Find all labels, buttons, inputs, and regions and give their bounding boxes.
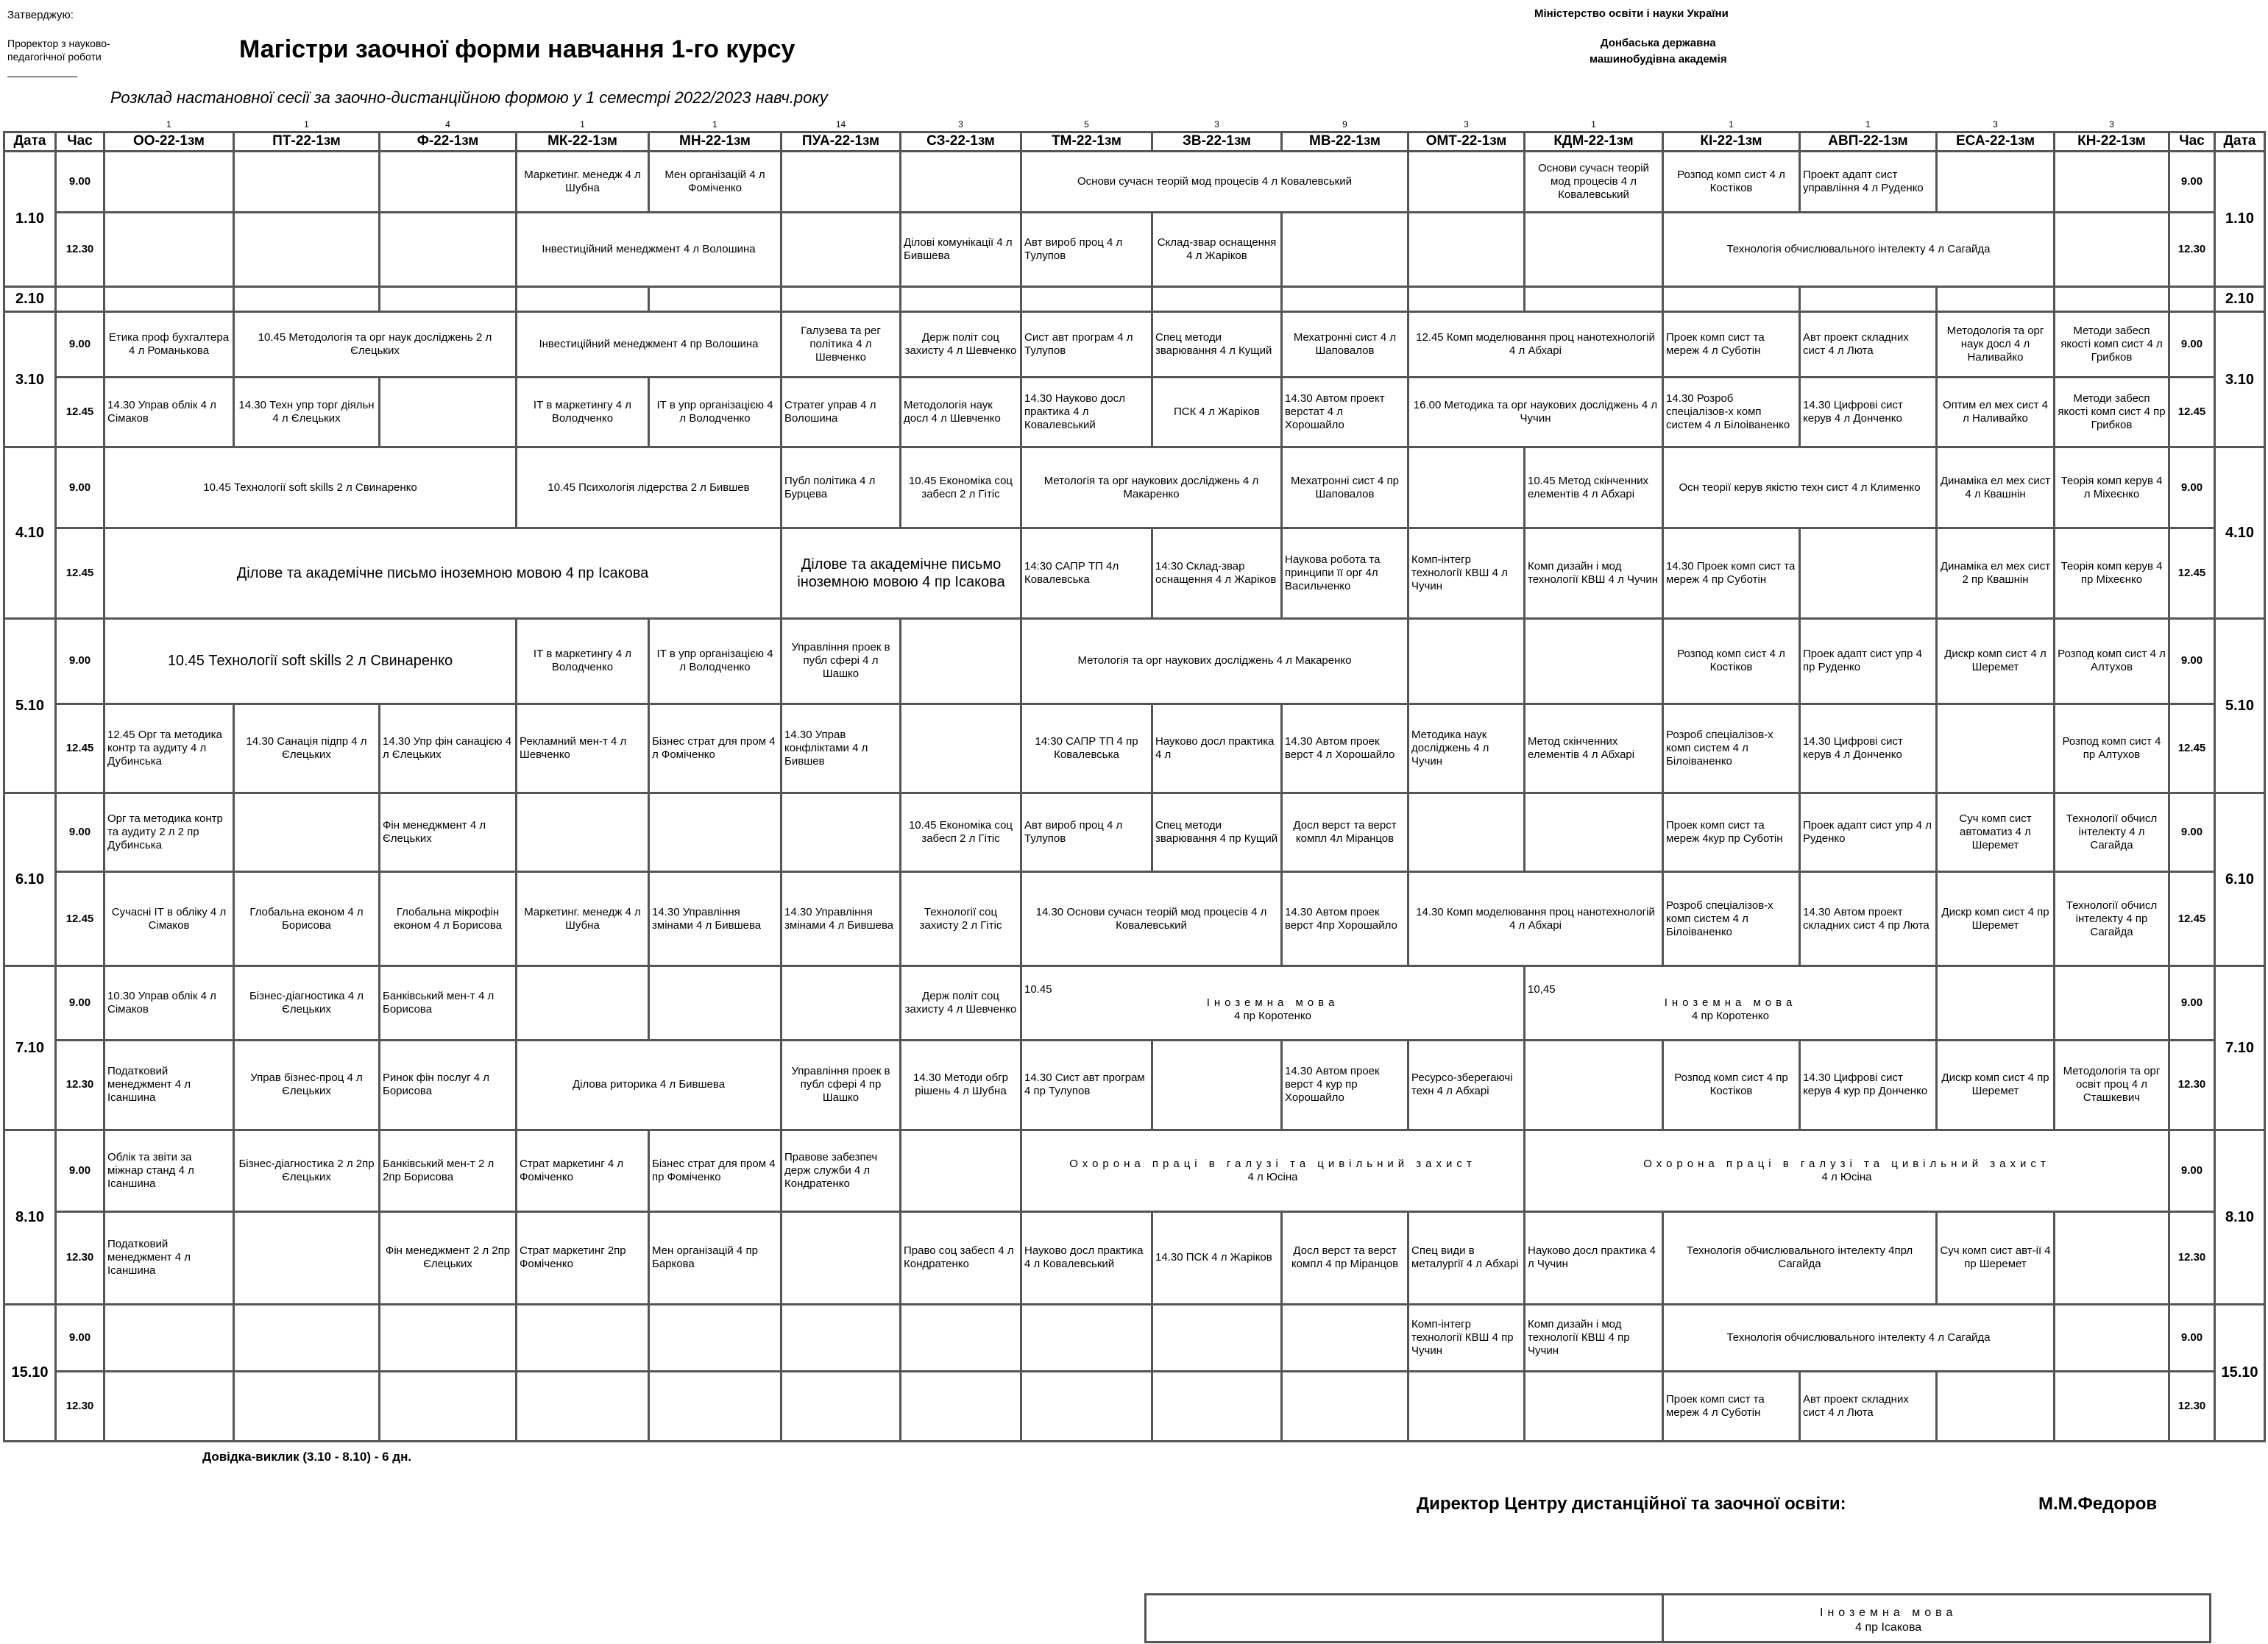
time-cell: 12.30 (2169, 1212, 2215, 1305)
time-cell: 12.30 (56, 1371, 104, 1441)
lesson-time: 10.45 (1024, 983, 1052, 996)
lesson-cell: ІТ в упр організацією 4 л Володченко (649, 619, 782, 704)
table-row (4, 212, 2265, 286)
table-row (4, 312, 2265, 378)
lesson-cell: Основи сучасн теорій мод процесів 4 л Ковалевський (1525, 151, 1663, 212)
lesson-cell: 14:30 САПР ТП 4л Ковалевська (1021, 528, 1152, 619)
date-cell: 4.10 (2215, 447, 2265, 619)
col-header: ОО-22-1зм (104, 132, 234, 151)
bottom-lesson-info: 4 пр Ісакова (1855, 1621, 1922, 1634)
time-cell: 9.00 (56, 966, 104, 1040)
lesson-cell: 14.30 ПСК 4 л Жаріков (1152, 1212, 1282, 1305)
page-subtitle: Розклад настановної сесії за заочно-дистанційною формою у 1 семестрі 2022/2023 навч.року (110, 88, 828, 107)
lesson-cell: Рекламний мен-т 4 л Шевченко (517, 704, 649, 793)
lesson-subject: Охорона праці в галузі та цивільний захист (1069, 1157, 1476, 1170)
lesson-info: 4 л Юсіна (1247, 1170, 1298, 1183)
prorector-label: Проректор з науково-педагогічної роботи (7, 38, 110, 63)
table-row (4, 151, 2265, 212)
lesson-cell: Ринок фін послуг 4 л Борисова (380, 1041, 517, 1130)
lesson-cell: 14.30 Проек комп сист та мереж 4 пр Суботін (1663, 528, 1800, 619)
col-header: Час (56, 132, 104, 151)
table-row (4, 1041, 2265, 1130)
date-cell: 2.10 (2215, 286, 2265, 311)
lesson-cell: Інвестиційний менеджмент 4 л Волошина (517, 212, 782, 286)
lesson-subject: Іноземна мова (1206, 996, 1339, 1010)
date-cell: 5.10 (2215, 619, 2265, 793)
time-cell: 12.45 (56, 528, 104, 619)
lesson-cell: 14.30 Управління змінами 4 л Бившева (649, 872, 782, 966)
lesson-cell: Наукова робота та принципи її орг 4л Васильченко (1282, 528, 1408, 619)
lesson-cell (1021, 1130, 1525, 1211)
lesson-cell: ПСК 4 л Жаріков (1152, 378, 1282, 447)
lesson-cell: Ділове та академічне письмо іноземною мовою 4 пр Ісакова (782, 528, 1021, 619)
time-cell: 9.00 (2169, 151, 2215, 212)
lesson-cell (1021, 966, 1525, 1040)
lesson-cell: Бізнес-діагностика 2 л 2пр Єлецьких (234, 1130, 380, 1211)
lesson-cell: Науково досл практика 4 л Чучин (1525, 1212, 1663, 1305)
lesson-cell: Дискр комп сист 4 л Шеремет (1937, 619, 2055, 704)
lesson-cell: Ресурсо-зберегаючі техн 4 л Абхарі (1408, 1041, 1525, 1130)
lesson-cell: Етика проф бухгалтера 4 л Романькова (104, 312, 234, 378)
lesson-cell: 14.30 Цифрові сист керув 4 кур пр Донченко (1800, 1041, 1937, 1130)
time-cell: 9.00 (56, 1130, 104, 1211)
table-row (4, 966, 2265, 1040)
lesson-cell: Розроб спеціалізов-х комп систем 4 л Білоіваненко (1663, 872, 1800, 966)
time-cell: 9.00 (2169, 447, 2215, 528)
lesson-cell: Сучасні ІТ в обліку 4 л Сімаков (104, 872, 234, 966)
lesson-cell: 10.45 Економіка соц забесп 2 л Гітіс (901, 447, 1021, 528)
ministry-label: Міністерство освіти і науки України (1534, 7, 1729, 20)
lesson-cell: 10.45 Методологія та орг наук досліджень 2 л Єлецьких (234, 312, 517, 378)
lesson-cell: 14.30 Автом проект складних сист 4 пр Люта (1800, 872, 1937, 966)
lesson-info: 4 л Юсіна (1821, 1170, 1872, 1183)
lesson-cell: Спец методи зварювання 4 л Кущий (1152, 312, 1282, 378)
col-header: КДМ-22-1зм (1525, 132, 1663, 151)
date-cell: 1.10 (4, 151, 56, 286)
lesson-cell: Ділові комунікації 4 л Бившева (901, 212, 1021, 286)
group-number: 3 (2109, 119, 2114, 130)
lesson-cell: Комп-інтегр технології КВШ 4 пр Чучин (1408, 1304, 1525, 1371)
group-number: 9 (1342, 119, 1347, 130)
time-cell: 9.00 (56, 447, 104, 528)
lesson-cell: 12.45 Комп моделювання проц нанотехнологій 4 л Абхарі (1408, 312, 1663, 378)
lesson-cell: Ділова риторика 4 л Бившева (517, 1041, 782, 1130)
lesson-cell: Оптим ел мех сист 4 л Наливайко (1937, 378, 2055, 447)
time-cell: 9.00 (56, 312, 104, 378)
time-cell: 12.30 (2169, 212, 2215, 286)
lesson-cell: Технологія обчислювального інтелекту 4прл Сагайда (1663, 1212, 1937, 1305)
lesson-cell: Проек комп сист та мереж 4 л Суботін (1663, 1371, 1800, 1441)
time-cell: 12.45 (2169, 872, 2215, 966)
lesson-cell: Метологія та орг наукових досліджень 4 л Макаренко (1021, 619, 1408, 704)
date-cell: 3.10 (2215, 312, 2265, 447)
lesson-cell: Науково досл практика 4 л (1152, 704, 1282, 793)
lesson-cell: 14.30 Комп моделювання проц нанотехнологій 4 л Абхарі (1408, 872, 1663, 966)
lesson-cell: Розпод комп сист 4 пр Алтухов (2055, 704, 2169, 793)
time-cell: 9.00 (56, 619, 104, 704)
lesson-cell: 14.30 Сист авт програм 4 пр Тулупов (1021, 1041, 1152, 1130)
lesson-time: 10,45 (1528, 983, 1556, 996)
time-cell: 9.00 (2169, 1304, 2215, 1371)
page-title: Магістри заочної форми навчання 1-го курсу (239, 35, 795, 63)
time-cell: 12.30 (2169, 1041, 2215, 1130)
lesson-cell: Суч комп сист авт-ії 4 пр Шеремет (1937, 1212, 2055, 1305)
time-cell: 9.00 (56, 793, 104, 872)
lesson-cell: Методи забесп якості комп сист 4 л Грибков (2055, 312, 2169, 378)
time-cell: 9.00 (56, 151, 104, 212)
header-row (4, 132, 2265, 151)
lesson-cell: 14.30 Методи обгр рішень 4 л Шубна (901, 1041, 1021, 1130)
time-cell: 9.00 (56, 1304, 104, 1371)
lesson-cell: 14.30 Санація підпр 4 л Єлецьких (234, 704, 380, 793)
lesson-cell: 14.30 Цифрові сист керув 4 л Донченко (1800, 704, 1937, 793)
col-header: ЗВ-22-1зм (1152, 132, 1282, 151)
lesson-cell: Методологія наук досл 4 л Шевченко (901, 378, 1021, 447)
lesson-cell: Динаміка ел мех сист 4 л Квашнін (1937, 447, 2055, 528)
lesson-subject: Іноземна мова (1664, 996, 1797, 1010)
lesson-cell: 10.45 Метод скінченних елементів 4 л Абхарі (1525, 447, 1663, 528)
lesson-cell: ІТ в маркетингу 4 л Володченко (517, 619, 649, 704)
table-row (4, 286, 2265, 311)
lesson-cell: Методи забесп якості комп сист 4 пр Грибков (2055, 378, 2169, 447)
lesson-cell: Мен організацій 4 пр Баркова (649, 1212, 782, 1305)
group-number: 1 (712, 119, 717, 130)
col-header: АВП-22-1зм (1800, 132, 1937, 151)
lesson-cell: Технології соц захисту 2 л Гітіс (901, 872, 1021, 966)
lesson-cell: Проек адапт сист упр 4 пр Руденко (1800, 619, 1937, 704)
group-number: 14 (835, 119, 846, 130)
academy-label (1590, 35, 1727, 68)
lesson-cell: Основи сучасн теорій мод процесів 4 л Ковалевський (1021, 151, 1408, 212)
group-number: 3 (1464, 119, 1469, 130)
date-cell: 6.10 (2215, 793, 2265, 966)
lesson-cell: Теорія комп керув 4 л Міхеєнко (2055, 447, 2169, 528)
lesson-cell: 10.30 Управ облік 4 л Сімаков (104, 966, 234, 1040)
lesson-cell: 14.30 Автом проек верст 4 кур пр Хорошайло (1282, 1041, 1408, 1130)
lesson-cell: Правове забезпеч держ служби 4 л Кондратенко (782, 1130, 901, 1211)
lesson-cell: 10.45 Психологія лідерства 2 л Бившев (517, 447, 782, 528)
lesson-cell: Розпод комп сист 4 пр Костіков (1663, 1041, 1800, 1130)
lesson-cell: Метологія та орг наукових досліджень 4 л Макаренко (1021, 447, 1282, 528)
lesson-cell: Бізнес-діагностика 4 л Єлецьких (234, 966, 380, 1040)
lesson-cell: Методологія та орг освіт проц 4 л Сташкевич (2055, 1041, 2169, 1130)
col-header: МН-22-1зм (649, 132, 782, 151)
date-cell: 5.10 (4, 619, 56, 793)
lesson-cell: 10.45 Економіка соц забесп 2 л Гітіс (901, 793, 1021, 872)
lesson-cell: Технологія обчислювального інтелекту 4 л Сагайда (1663, 212, 2055, 286)
table-row (4, 1130, 2265, 1211)
lesson-cell: Управ бізнес-проц 4 л Єлецьких (234, 1041, 380, 1130)
lesson-cell: Страт маркетинг 4 л Фоміченко (517, 1130, 649, 1211)
lesson-cell: Осн теорії керув якістю техн сист 4 л Клименко (1663, 447, 1937, 528)
lesson-cell: Методологія та орг наук досл 4 л Наливайко (1937, 312, 2055, 378)
lesson-cell: Облік та звіти за міжнар станд 4 л Ісаншина (104, 1130, 234, 1211)
bottom-schedule-box (1144, 1593, 2211, 1643)
group-number: 1 (304, 119, 309, 130)
group-number: 4 (445, 119, 450, 130)
lesson-cell: Авт проект складних сист 4 л Люта (1800, 312, 1937, 378)
lesson-cell: Технології обчисл інтелекту 4 л Сагайда (2055, 793, 2169, 872)
lesson-cell: Бізнес страт для пром 4 пр Фоміченко (649, 1130, 782, 1211)
lesson-cell: 10.45 Технології soft skills 2 л Свинаренко (104, 619, 517, 704)
lesson-cell: 14.30 Управління змінами 4 л Бившева (782, 872, 901, 966)
lesson-cell: 14.30 Цифрові сист керув 4 л Донченко (1800, 378, 1937, 447)
col-header: КН-22-1зм (2055, 132, 2169, 151)
lesson-cell: Банківський мен-т 2 л 2пр Борисова (380, 1130, 517, 1211)
col-header: ОМТ-22-1зм (1408, 132, 1525, 151)
lesson-cell: Авт вироб проц 4 л Тулупов (1021, 793, 1152, 872)
date-cell: 1.10 (2215, 151, 2265, 286)
lesson-cell: ІТ в упр організацією 4 л Володченко (649, 378, 782, 447)
lesson-cell: Публ політика 4 л Бурцева (782, 447, 901, 528)
lesson-cell: Комп дизайн і мод технології КВШ 4 л Чучин (1525, 528, 1663, 619)
lesson-cell: Проек комп сист та мереж 4кур пр Суботін (1663, 793, 1800, 872)
lesson-cell: Технології обчисл інтелекту 4 пр Сагайда (2055, 872, 2169, 966)
date-cell: 8.10 (4, 1130, 56, 1304)
col-header: ЕСА-22-1зм (1937, 132, 2055, 151)
date-cell: 15.10 (4, 1304, 56, 1441)
lesson-cell: Досл верст та верст компл 4л Міранцов (1282, 793, 1408, 872)
lesson-cell: Держ політ соц захисту 4 л Шевченко (901, 966, 1021, 1040)
group-number: 1 (1865, 119, 1871, 130)
lesson-cell (1525, 966, 1937, 1040)
bottom-box-divider (1662, 1595, 1664, 1641)
lesson-cell: Розпод комп сист 4 л Костіков (1663, 151, 1800, 212)
lesson-cell: Авт проект складних сист 4 л Люта (1800, 1371, 1937, 1441)
lesson-cell: Динаміка ел мех сист 2 пр Квашнін (1937, 528, 2055, 619)
lesson-cell: Інвестиційний менеджмент 4 пр Волошина (517, 312, 782, 378)
director-name: М.М.Федоров (2038, 1494, 2158, 1514)
lesson-cell: Мехатронні сист 4 л Шаповалов (1282, 312, 1408, 378)
table-row (4, 1371, 2265, 1441)
table-row (4, 704, 2265, 793)
col-header: МК-22-1зм (517, 132, 649, 151)
group-number: 3 (1214, 119, 1219, 130)
lesson-cell: Ділове та академічне письмо іноземною мовою 4 пр Ісакова (104, 528, 782, 619)
time-cell: 12.30 (2169, 1371, 2215, 1441)
lesson-cell: 10.45 Технології soft skills 2 л Свинаренко (104, 447, 517, 528)
time-cell: 12.30 (56, 1212, 104, 1305)
lesson-cell: Дискр комп сист 4 пр Шеремет (1937, 1041, 2055, 1130)
lesson-cell: Бізнес страт для пром 4 л Фоміченко (649, 704, 782, 793)
col-header: Ф-22-1зм (380, 132, 517, 151)
schedule-table (3, 118, 2264, 1442)
lesson-cell: ІТ в маркетингу 4 л Володченко (517, 378, 649, 447)
lesson-cell: Досл верст та верст компл 4 пр Міранцов (1282, 1212, 1408, 1305)
group-number: 1 (166, 119, 171, 130)
lesson-cell: Розпод комп сист 4 л Алтухов (2055, 619, 2169, 704)
time-cell: 12.45 (56, 704, 104, 793)
lesson-cell: Проек адапт сист упр 4 л Руденко (1800, 793, 1937, 872)
col-header: МВ-22-1зм (1282, 132, 1408, 151)
lesson-cell: Держ політ соц захисту 4 л Шевченко (901, 312, 1021, 378)
lesson-cell: 14.30 Автом проект верстат 4 л Хорошайло (1282, 378, 1408, 447)
table-row (4, 1212, 2265, 1305)
col-header: Дата (4, 132, 56, 151)
lesson-cell: Страт маркетинг 2пр Фоміченко (517, 1212, 649, 1305)
table-row (4, 872, 2265, 966)
lesson-cell: 14.30 Управ облік 4 л Сімаков (104, 378, 234, 447)
lesson-cell: Управління проек в публ сфері 4 л Шашко (782, 619, 901, 704)
bottom-lesson-cell (1820, 1606, 1957, 1635)
lesson-cell: Комп дизайн і мод технології КВШ 4 пр Чучин (1525, 1304, 1663, 1371)
date-cell: 8.10 (2215, 1130, 2265, 1304)
group-number: 3 (958, 119, 963, 130)
lesson-cell (1525, 1130, 2169, 1211)
table-row (4, 1304, 2265, 1371)
lesson-cell: Податковий менеджмент 4 л Ісаншина (104, 1041, 234, 1130)
group-numbers-row (4, 118, 2265, 132)
lesson-cell: Маркетинг. менедж 4 л Шубна (517, 872, 649, 966)
lesson-cell: Мехатронні сист 4 пр Шаповалов (1282, 447, 1408, 528)
time-cell: 12.45 (56, 872, 104, 966)
lesson-cell: Глобальна мікрофін економ 4 л Борисова (380, 872, 517, 966)
lesson-cell: Орг та методика контр та аудиту 2 л 2 пр Дубинська (104, 793, 234, 872)
group-number: 3 (1993, 119, 1998, 130)
lesson-cell: Дискр комп сист 4 пр Шеремет (1937, 872, 2055, 966)
lesson-cell: 12.45 Орг та методика контр та аудиту 4 л Дубинська (104, 704, 234, 793)
lesson-cell: Комп-інтегр технології КВШ 4 л Чучин (1408, 528, 1525, 619)
lesson-cell: Проект адапт сист управління 4 л Руденко (1800, 151, 1937, 212)
lesson-cell: Фін менеджмент 2 л 2пр Єлецьких (380, 1212, 517, 1305)
lesson-cell: Сист авт програм 4 л Тулупов (1021, 312, 1152, 378)
col-header: Дата (2215, 132, 2265, 151)
lesson-cell: Склад-звар оснащення 4 л Жаріков (1152, 212, 1282, 286)
lesson-cell: 14:30 САПР ТП 4 пр Ковалевська (1021, 704, 1152, 793)
date-cell: 3.10 (4, 312, 56, 447)
lesson-cell: Проек комп сист та мереж 4 л Суботін (1663, 312, 1800, 378)
lesson-cell: Маркетинг. менедж 4 л Шубна (517, 151, 649, 212)
lesson-cell: Науково досл практика 4 л Ковалевський (1021, 1212, 1152, 1305)
date-cell: 4.10 (4, 447, 56, 619)
table-row (4, 378, 2265, 447)
time-cell: 12.45 (2169, 704, 2215, 793)
lesson-info: 4 пр Коротенко (1234, 1010, 1311, 1023)
lesson-cell: Мен організацій 4 л Фоміченко (649, 151, 782, 212)
lesson-cell: 14.30 Автом проек верст 4 л Хорошайло (1282, 704, 1408, 793)
table-row (4, 447, 2265, 528)
group-number: 1 (1729, 119, 1734, 130)
time-cell: 9.00 (2169, 619, 2215, 704)
table-row (4, 528, 2265, 619)
time-cell: 9.00 (2169, 793, 2215, 872)
reference-note: Довідка-виклик (3.10 - 8.10) - 6 дн. (202, 1450, 412, 1464)
date-cell: 15.10 (2215, 1304, 2265, 1441)
time-cell: 12.45 (56, 378, 104, 447)
col-header: СЗ-22-1зм (901, 132, 1021, 151)
lesson-cell: Податковий менеджмент 4 л Ісаншина (104, 1212, 234, 1305)
lesson-cell: Розпод комп сист 4 л Костіков (1663, 619, 1800, 704)
bottom-lesson-subject: Іноземна мова (1820, 1606, 1957, 1619)
lesson-subject: Охорона праці в галузі та цивільний захист (1643, 1157, 2050, 1170)
director-label: Директор Центру дистанційної та заочної освіти: (1417, 1494, 1846, 1514)
lesson-cell: Теорія комп керув 4 пр Міхеєнко (2055, 528, 2169, 619)
lesson-cell: Розроб спеціалізов-х комп систем 4 л Білоіваненко (1663, 704, 1800, 793)
time-cell: 12.30 (56, 1041, 104, 1130)
academy-line-2: машинобудівна академія (1590, 53, 1727, 65)
lesson-cell: Стратег управ 4 л Волошина (782, 378, 901, 447)
lesson-cell: Метод скінченних елементів 4 л Абхарі (1525, 704, 1663, 793)
lesson-cell: Спец методи зварювання 4 пр Кущий (1152, 793, 1282, 872)
col-header: ПУА-22-1зм (782, 132, 901, 151)
lesson-cell: Спец види в металургії 4 л Абхарі (1408, 1212, 1525, 1305)
lesson-cell: Авт вироб проц 4 л Тулупов (1021, 212, 1152, 286)
date-cell: 2.10 (4, 286, 56, 311)
lesson-cell: Право соц забесп 4 л Кондратенко (901, 1212, 1021, 1305)
date-cell: 6.10 (4, 793, 56, 966)
approve-label: Затверджую: (7, 9, 74, 21)
lesson-info: 4 пр Коротенко (1692, 1010, 1769, 1023)
lesson-cell: Галузева та рег політика 4 л Шевченко (782, 312, 901, 378)
col-header: ПТ-22-1зм (234, 132, 380, 151)
lesson-cell: 14.30 Упр фін санацією 4 л Єлецьких (380, 704, 517, 793)
lesson-cell: Управління проек в публ сфері 4 пр Шашко (782, 1041, 901, 1130)
time-cell: 12.30 (56, 212, 104, 286)
lesson-cell: Глобальна економ 4 л Борисова (234, 872, 380, 966)
academy-line-1: Донбаська державна (1600, 37, 1716, 49)
table-row (4, 619, 2265, 704)
lesson-cell: Технологія обчислювального інтелекту 4 л Сагайда (1663, 1304, 2055, 1371)
date-cell: 7.10 (4, 966, 56, 1130)
lesson-cell: Фін менеджмент 4 л Єлецьких (380, 793, 517, 872)
lesson-cell: 14.30 Науково досл практика 4 л Ковалевський (1021, 378, 1152, 447)
time-cell: 12.45 (2169, 378, 2215, 447)
table-row (4, 793, 2265, 872)
group-number: 1 (580, 119, 585, 130)
time-cell: 9.00 (2169, 312, 2215, 378)
time-cell: 9.00 (2169, 1130, 2215, 1211)
lesson-cell: 14.30 Автом проек верст 4пр Хорошайло (1282, 872, 1408, 966)
lesson-cell: 16.00 Методика та орг наукових досліджень 4 л Чучин (1408, 378, 1663, 447)
lesson-cell: 14:30 Склад-звар оснащення 4 л Жаріков (1152, 528, 1282, 619)
time-cell: 12.45 (2169, 528, 2215, 619)
lesson-cell: 14.30 Основи сучасн теорій мод процесів 4 л Ковалевський (1021, 872, 1282, 966)
lesson-cell: Методика наук досліджень 4 л Чучин (1408, 704, 1525, 793)
lesson-cell: Банківський мен-т 4 л Борисова (380, 966, 517, 1040)
col-header: Час (2169, 132, 2215, 151)
lesson-cell: 14.30 Розроб спеціалізов-х комп систем 4 л Білоіваненко (1663, 378, 1800, 447)
lesson-cell: Суч комп сист автоматиз 4 л Шеремет (1937, 793, 2055, 872)
col-header: ТМ-22-1зм (1021, 132, 1152, 151)
time-cell: 9.00 (2169, 966, 2215, 1040)
lesson-cell: 14.30 Техн упр торг діяльн 4 л Єлецьких (234, 378, 380, 447)
date-cell: 7.10 (2215, 966, 2265, 1130)
col-header: КІ-22-1зм (1663, 132, 1800, 151)
group-number: 1 (1591, 119, 1596, 130)
lesson-cell: 14.30 Управ конфліктами 4 л Бившев (782, 704, 901, 793)
group-number: 5 (1084, 119, 1089, 130)
